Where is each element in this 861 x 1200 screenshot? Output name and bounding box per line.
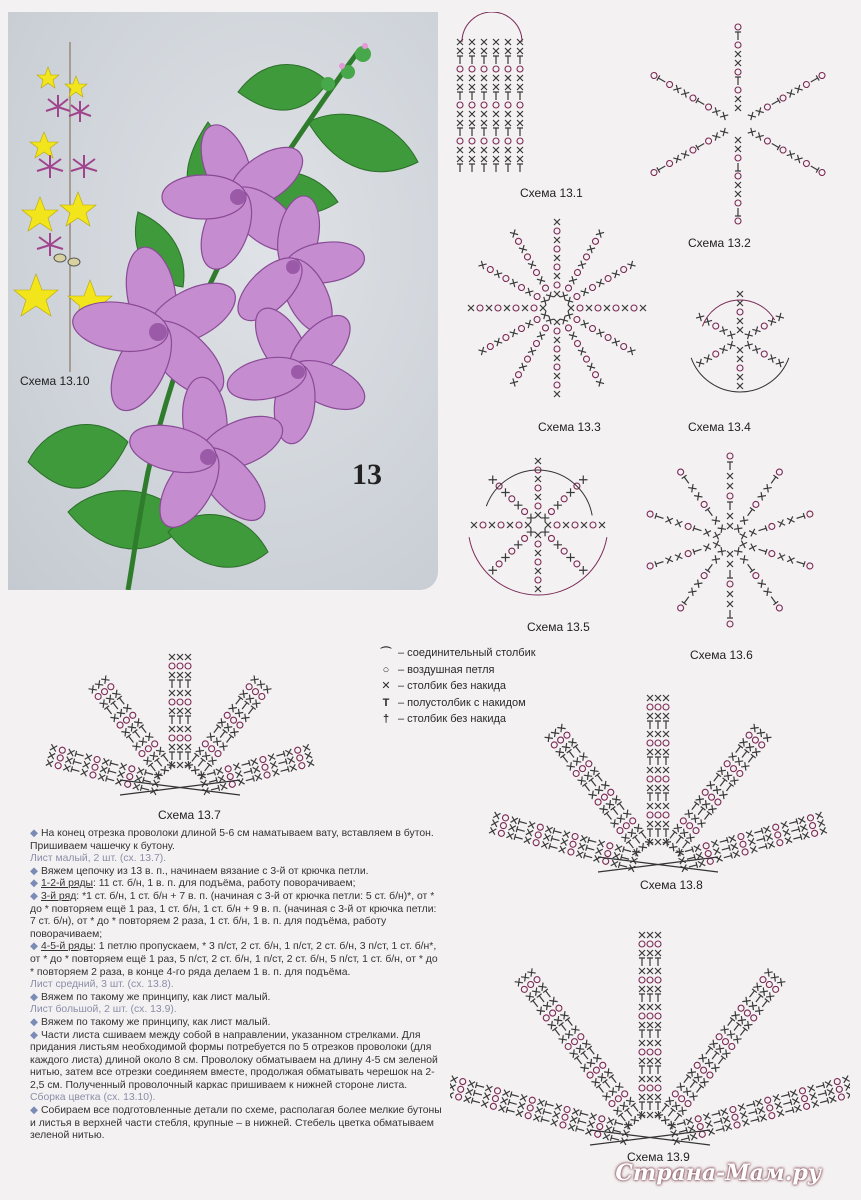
caption-13-1: Схема 13.1 — [520, 186, 583, 200]
caption-13-3: Схема 13.3 — [538, 420, 601, 434]
caption-13-7: Схема 13.7 — [158, 808, 221, 822]
instructions-text — [30, 828, 442, 1143]
instruction-text: Части листа сшиваем между собой в направлении, указанном стрелками. Для придания листьям необходимой формы потребуется по 5 отрезков проволоки (для каждого листа) длиной около 8 см. Проволоку обматываем на длину 4-5 см зеленой нитью, затем все отрезки соединяем вместе, продолжая обматывать черешок на 2-2,5 см. Полученный проволочный каркас пришиваем к нижней стороне листа. — [30, 1029, 438, 1091]
caption-13-10: Схема 13.10 — [20, 374, 90, 388]
instruction-item: ◆ На конец отрезка проволоки длиной 5-6 см наматываем вату, вставляем в бутон. Пришиваем чашечку к бутону. — [30, 828, 434, 852]
row-label: 3-й ряд — [41, 890, 77, 902]
instruction-text: : *1 ст. б/н, 1 ст. б/н + 7 в. п. (начиная с 3-й от крючка петли: 5 ст. б/н)*, от * до * повторяем ещё 1 раз, 1 ст. б/н, 1 ст. б/н + 9 в. п. (начиная с 3-й от крючка петли: 7 ст. б/н), от * до * повторяем 2 раза, 1 ст. б/н, 1 в. п. для подъёма, работу поворачиваем; — [30, 890, 437, 940]
instruction-text: На конец отрезка проволоки длиной 5-6 см наматываем вату, вставляем в бутон. Пришиваем чашечку к бутону. — [30, 828, 434, 852]
instruction-text: Вяжем по такому же принципу, как лист малый. — [41, 1016, 271, 1028]
instruction-item: ◆ Вяжем по такому же принципу, как лист малый. — [30, 1016, 271, 1028]
figure-number: 13 — [352, 458, 382, 491]
caption-13-6: Схема 13.6 — [690, 648, 753, 662]
instruction-item: ◆ 4-5-й ряды: 1 петлю пропускаем, * 3 п/ст, 2 ст. б/н, 1 п/ст, 2 ст. б/н, 3 п/ст, 1 ст. б/н*, от * до * повторяем ещё 1 раз, 5 п/ст, 2 ст. б/н, 1 п/ст, 2 ст. б/н, 5 п/ст, 1 ст. б/н, от * до * повторяем 2 раза, в конце 4-го ряда делаем 1 в. п. для подъёма. — [30, 941, 438, 978]
flower-photo — [8, 12, 438, 590]
slip-stitch-icon: ⌒ — [380, 647, 392, 659]
schema-13-6-diagram — [630, 440, 830, 640]
caption-13-9: Схема 13.9 — [627, 1150, 690, 1164]
schema-13-8-diagram — [468, 645, 848, 875]
instruction-item: ◆ Части листа сшиваем между собой в направлении, указанном стрелками. Для придания листьям необходимой формы потребуется по 5 отрезков проволоки (для каждого листа) длиной около 8 см. Проволоку обматываем на длину 4-5 см зеленой нитью, затем все отрезки соединяем вместе, продолжая обматывать черешок на 2-2,5 см. Полученный проволочный каркас пришиваем к нижней стороне листа. — [30, 1029, 438, 1091]
caption-13-4: Схема 13.4 — [688, 420, 751, 434]
schema-13-1-diagram — [445, 12, 540, 192]
caption-13-8: Схема 13.8 — [640, 878, 703, 892]
section-header: Лист большой, 2 шт. (сх. 13.9). — [30, 1004, 177, 1016]
site-watermark: Страна-Мам.ру — [615, 1160, 821, 1186]
single-crochet-icon: ✕ — [381, 680, 391, 692]
crochet-flower-illustration — [8, 12, 438, 590]
instruction-item: ◆ 1-2-й ряды: 11 ст. б/н, 1 в. п. для подъёма, работу поворачиваем; — [30, 878, 356, 890]
section-header: Лист малый, 2 шт. (сх. 13.7). — [30, 853, 167, 865]
legend-label: – полустолбик с накидом — [398, 696, 526, 709]
instruction-item: ◆ 3-й ряд: *1 ст. б/н, 1 ст. б/н + 7 в. п. (начиная с 3-й от крючка петли: 5 ст. б/н)*, от * до * повторяем ещё 1 раз, 1 ст. б/н, 1 ст. б/н + 9 в. п. (начиная с 3-й от крючка петли: 7 ст. б/н), от * до * повторяем 2 раза, 1 ст. б/н, 1 в. п. для подъёма, работу поворачиваем; — [30, 890, 437, 940]
double-crochet-icon: † — [382, 713, 390, 725]
schema-13-7-diagram — [5, 600, 355, 800]
instruction-text: Вяжем по такому же принципу, как лист малый. — [41, 991, 271, 1003]
instruction-item: ◆ Собираем все подготовленные детали по схеме, располагая более мелкие бутоны и листья в верхней части стебля, крупные – в нижней. Стебель цветка обматываем зеленой нитью. — [30, 1105, 442, 1142]
row-label: 1-2-й ряды — [41, 878, 93, 890]
schema-13-5-diagram — [450, 440, 630, 610]
row-label: 4-5-й ряды — [41, 941, 93, 953]
caption-13-5: Схема 13.5 — [527, 620, 590, 634]
schema-13-3-diagram — [450, 205, 665, 415]
schema-13-9-diagram — [450, 895, 850, 1150]
caption-13-2: Схема 13.2 — [688, 236, 751, 250]
legend-label: – соединительный столбик — [398, 647, 536, 659]
instruction-item: ◆ Вяжем по такому же принципу, как лист малый. — [30, 991, 271, 1003]
section-header: Сборка цветка (сх. 13.10). — [30, 1092, 156, 1104]
instruction-item: ◆ Вяжем цепочку из 13 в. п., начинаем вязание с 3-й от крючка петли. — [30, 865, 369, 877]
legend-label: – столбик без накида — [398, 680, 507, 692]
schema-13-4-diagram — [675, 260, 805, 415]
instruction-text: : 11 ст. б/н, 1 в. п. для подъёма, работу поворачиваем; — [93, 878, 356, 890]
half-double-crochet-icon: T — [382, 696, 390, 709]
legend-label: – воздушная петля — [398, 663, 495, 676]
instruction-text: : 1 петлю пропускаем, * 3 п/ст, 2 ст. б/н, 1 п/ст, 2 ст. б/н, 3 п/ст, 1 ст. б/н*, от * до * повторяем ещё 1 раз, 5 п/ст, 2 ст. б/н, 1 п/ст, 2 ст. б/н, 5 п/ст, 1 ст. б/н, от * до * повторяем 2 раза, в конце 4-го ряда делаем 1 в. п. для подъёма. — [30, 941, 438, 978]
chain-stitch-icon: ○ — [382, 663, 390, 676]
instruction-text: Вяжем цепочку из 13 в. п., начинаем вязание с 3-й от крючка петли. — [41, 865, 369, 877]
section-header: Лист средний, 3 шт. (сх. 13.8). — [30, 979, 174, 991]
schema-13-2-diagram — [620, 12, 855, 237]
instruction-text: Собираем все подготовленные детали по схеме, располагая более мелкие бутоны и листья в верхней части стебля, крупные – в нижней. Стебель цветка обматываем зеленой нитью. — [30, 1105, 442, 1142]
legend-label: – столбик без накида — [398, 713, 507, 725]
